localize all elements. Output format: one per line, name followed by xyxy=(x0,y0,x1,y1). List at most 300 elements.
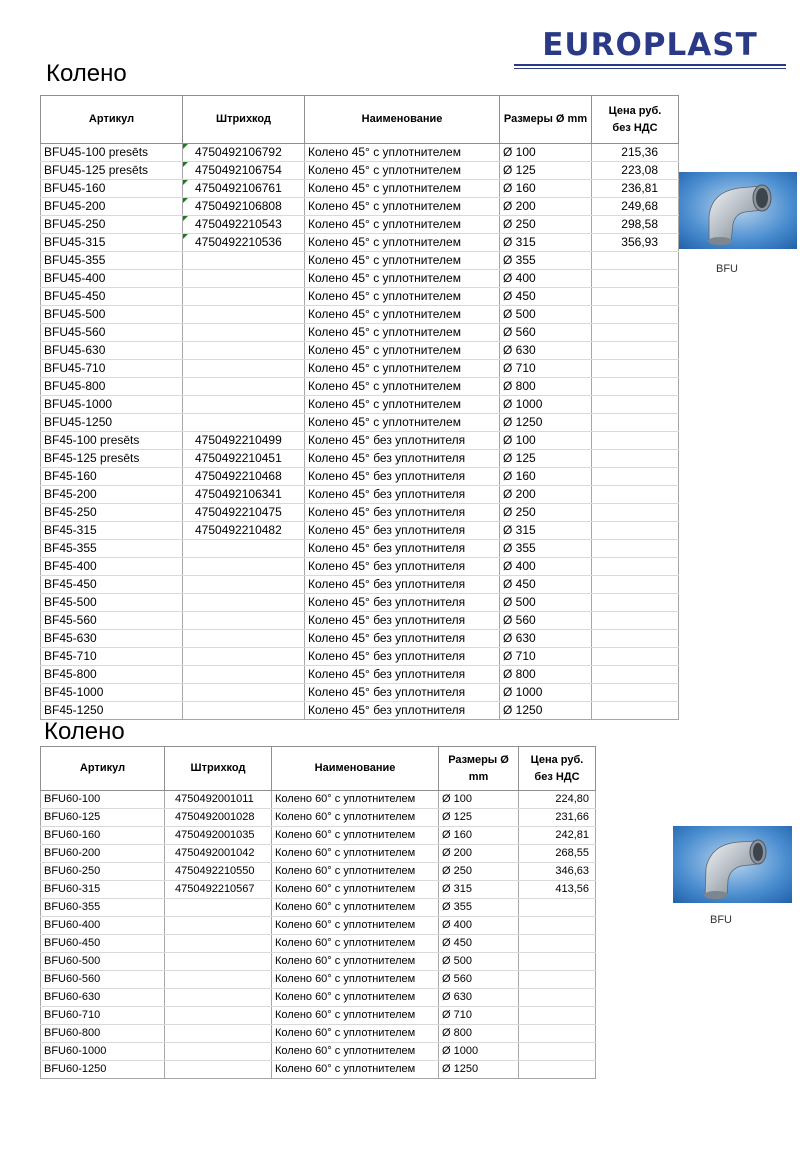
cell-barcode xyxy=(183,414,305,432)
cell-size: Ø 250 xyxy=(500,504,592,522)
cell-size: Ø 800 xyxy=(500,666,592,684)
cell-barcode: 4750492106792 xyxy=(183,144,305,162)
cell-article: BFU45-100 presēts xyxy=(41,144,183,162)
table-row xyxy=(41,540,679,558)
cell-name: Колено 45° с уплотнителем xyxy=(305,378,500,396)
table-row xyxy=(41,432,679,450)
cell-name: Колено 45° без уплотнителя xyxy=(305,450,500,468)
cell-article: BFU60-500 xyxy=(41,953,165,971)
cell-name: Колено 45° без уплотнителя xyxy=(305,666,500,684)
cell-article: BFU45-125 presēts xyxy=(41,162,183,180)
cell-name: Колено 45° без уплотнителя xyxy=(305,468,500,486)
cell-price xyxy=(592,360,679,378)
cell-name: Колено 45° с уплотнителем xyxy=(305,252,500,270)
cell-article: BFU45-355 xyxy=(41,252,183,270)
cell-name: Колено 60° с уплотнителем xyxy=(272,881,439,899)
table-row xyxy=(41,288,679,306)
header-size: Размеры Ø mm xyxy=(500,96,592,144)
cell-article: BF45-630 xyxy=(41,630,183,648)
header-name: Наименование xyxy=(305,96,500,144)
cell-barcode xyxy=(183,270,305,288)
cell-price xyxy=(519,1061,596,1079)
cell-article: BF45-355 xyxy=(41,540,183,558)
table-row xyxy=(41,648,679,666)
header-price-line1: Цена руб. xyxy=(608,104,662,117)
cell-price: 413,56 xyxy=(519,881,596,899)
cell-size: Ø 250 xyxy=(500,216,592,234)
cell-size: Ø 1000 xyxy=(500,684,592,702)
table-row xyxy=(41,216,679,234)
photo-caption-bfu-2: BFU xyxy=(710,914,732,926)
cell-price xyxy=(592,558,679,576)
cell-barcode: 4750492210536 xyxy=(183,234,305,252)
cell-article: BFU60-800 xyxy=(41,1025,165,1043)
table-row xyxy=(41,324,679,342)
table-row xyxy=(41,666,679,684)
cell-article: BF45-1250 xyxy=(41,702,183,720)
cell-price: 346,63 xyxy=(519,863,596,881)
cell-size: Ø 100 xyxy=(500,432,592,450)
cell-price: 268,55 xyxy=(519,845,596,863)
cell-name: Колено 45° без уплотнителя xyxy=(305,558,500,576)
cell-article: BF45-710 xyxy=(41,648,183,666)
cell-size: Ø 630 xyxy=(500,342,592,360)
cell-barcode xyxy=(183,648,305,666)
table-row xyxy=(41,180,679,198)
cell-price: 231,66 xyxy=(519,809,596,827)
cell-name: Колено 45° с уплотнителем xyxy=(305,234,500,252)
cell-name: Колено 60° с уплотнителем xyxy=(272,1007,439,1025)
cell-price xyxy=(592,414,679,432)
cell-name: Колено 60° с уплотнителем xyxy=(272,1061,439,1079)
brand-name: EUROPLAST xyxy=(542,27,758,63)
cell-price xyxy=(592,648,679,666)
table-row xyxy=(41,899,596,917)
table-row xyxy=(41,791,596,809)
cell-name: Колено 45° с уплотнителем xyxy=(305,324,500,342)
cell-price xyxy=(592,450,679,468)
cell-article: BFU60-450 xyxy=(41,935,165,953)
cell-article: BF45-125 presēts xyxy=(41,450,183,468)
table-row xyxy=(41,684,679,702)
cell-barcode xyxy=(165,1061,272,1079)
cell-size: Ø 160 xyxy=(439,827,519,845)
cell-size: Ø 800 xyxy=(500,378,592,396)
table-header-row xyxy=(41,747,596,791)
cell-size: Ø 560 xyxy=(500,324,592,342)
cell-article: BF45-800 xyxy=(41,666,183,684)
cell-price xyxy=(592,684,679,702)
cell-article: BFU60-400 xyxy=(41,917,165,935)
cell-size: Ø 200 xyxy=(439,845,519,863)
cell-name: Колено 60° с уплотнителем xyxy=(272,1043,439,1061)
cell-barcode xyxy=(165,1025,272,1043)
logo-underline-thin xyxy=(514,68,786,69)
cell-price xyxy=(592,342,679,360)
cell-barcode: 4750492106808 xyxy=(183,198,305,216)
cell-size: Ø 355 xyxy=(500,252,592,270)
cell-name: Колено 60° с уплотнителем xyxy=(272,917,439,935)
cell-name: Колено 45° с уплотнителем xyxy=(305,396,500,414)
cell-article: BF45-200 xyxy=(41,486,183,504)
table-row xyxy=(41,630,679,648)
cell-price xyxy=(592,306,679,324)
table-row xyxy=(41,450,679,468)
table-row xyxy=(41,576,679,594)
cell-size: Ø 400 xyxy=(500,558,592,576)
cell-price xyxy=(592,522,679,540)
cell-barcode: 4750492106754 xyxy=(183,162,305,180)
cell-barcode xyxy=(183,378,305,396)
cell-article: BFU45-710 xyxy=(41,360,183,378)
cell-article: BFU45-1000 xyxy=(41,396,183,414)
cell-article: BF45-500 xyxy=(41,594,183,612)
cell-barcode xyxy=(183,252,305,270)
table-row xyxy=(41,270,679,288)
cell-name: Колено 45° с уплотнителем xyxy=(305,216,500,234)
cell-barcode xyxy=(165,917,272,935)
cell-size: Ø 560 xyxy=(500,612,592,630)
header-barcode: Штрихкод xyxy=(183,96,305,144)
cell-article: BFU60-200 xyxy=(41,845,165,863)
cell-barcode xyxy=(183,288,305,306)
logo-underline xyxy=(514,64,786,66)
cell-barcode xyxy=(165,989,272,1007)
cell-size: Ø 100 xyxy=(439,791,519,809)
cell-size: Ø 125 xyxy=(439,809,519,827)
cell-name: Колено 60° с уплотнителем xyxy=(272,809,439,827)
header-size: Размеры Ø mm xyxy=(439,747,519,791)
cell-size: Ø 450 xyxy=(500,576,592,594)
cell-price xyxy=(592,432,679,450)
cell-article: BFU45-500 xyxy=(41,306,183,324)
cell-article: BFU60-100 xyxy=(41,791,165,809)
cell-name: Колено 60° с уплотнителем xyxy=(272,935,439,953)
cell-price xyxy=(519,1007,596,1025)
table-row xyxy=(41,396,679,414)
cell-price xyxy=(592,468,679,486)
cell-barcode: 4750492210550 xyxy=(165,863,272,881)
table-row xyxy=(41,1061,596,1079)
cell-name: Колено 45° с уплотнителем xyxy=(305,288,500,306)
cell-name: Колено 60° с уплотнителем xyxy=(272,971,439,989)
cell-name: Колено 45° без уплотнителя xyxy=(305,630,500,648)
cell-name: Колено 45° без уплотнителя xyxy=(305,504,500,522)
cell-size: Ø 250 xyxy=(439,863,519,881)
cell-price: 249,68 xyxy=(592,198,679,216)
cell-barcode xyxy=(165,899,272,917)
cell-name: Колено 45° с уплотнителем xyxy=(305,306,500,324)
cell-barcode xyxy=(183,702,305,720)
cell-article: BF45-400 xyxy=(41,558,183,576)
cell-size: Ø 100 xyxy=(500,144,592,162)
table-row xyxy=(41,917,596,935)
cell-barcode xyxy=(183,540,305,558)
cell-barcode xyxy=(183,558,305,576)
cell-name: Колено 60° с уплотнителем xyxy=(272,845,439,863)
cell-price xyxy=(519,1043,596,1061)
header-price-line1: Цена руб. xyxy=(530,753,584,766)
cell-price xyxy=(519,971,596,989)
elbow-45-table xyxy=(40,95,679,720)
cell-size: Ø 1000 xyxy=(500,396,592,414)
cell-barcode xyxy=(183,666,305,684)
cell-barcode xyxy=(165,1007,272,1025)
table-row xyxy=(41,486,679,504)
cell-size: Ø 1250 xyxy=(500,702,592,720)
cell-barcode xyxy=(183,306,305,324)
cell-price xyxy=(519,989,596,1007)
cell-size: Ø 1000 xyxy=(439,1043,519,1061)
cell-barcode xyxy=(183,684,305,702)
cell-article: BFU60-250 xyxy=(41,863,165,881)
cell-size: Ø 125 xyxy=(500,162,592,180)
table-row xyxy=(41,558,679,576)
header-name: Наименование xyxy=(272,747,439,791)
table-row xyxy=(41,378,679,396)
table-row xyxy=(41,1025,596,1043)
cell-name: Колено 45° без уплотнителя xyxy=(305,612,500,630)
cell-article: BFU60-1250 xyxy=(41,1061,165,1079)
cell-article: BFU45-560 xyxy=(41,324,183,342)
table-row xyxy=(41,360,679,378)
cell-price: 223,08 xyxy=(592,162,679,180)
cell-price xyxy=(519,917,596,935)
cell-name: Колено 45° без уплотнителя xyxy=(305,522,500,540)
cell-article: BFU45-200 xyxy=(41,198,183,216)
photo-caption-bfu: BFU xyxy=(716,263,738,275)
cell-barcode xyxy=(183,324,305,342)
cell-barcode: 4750492001042 xyxy=(165,845,272,863)
table-row xyxy=(41,971,596,989)
cell-name: Колено 60° с уплотнителем xyxy=(272,863,439,881)
elbow-60-table xyxy=(40,746,596,1079)
header-price xyxy=(519,747,596,791)
cell-barcode xyxy=(183,630,305,648)
cell-price xyxy=(592,576,679,594)
cell-price: 215,36 xyxy=(592,144,679,162)
cell-name: Колено 45° без уплотнителя xyxy=(305,486,500,504)
table-row xyxy=(41,1007,596,1025)
cell-barcode: 4750492210567 xyxy=(165,881,272,899)
table-row xyxy=(41,522,679,540)
cell-name: Колено 60° с уплотнителем xyxy=(272,899,439,917)
cell-article: BF45-450 xyxy=(41,576,183,594)
cell-size: Ø 710 xyxy=(500,360,592,378)
table-row xyxy=(41,845,596,863)
table-row xyxy=(41,612,679,630)
table-header-row xyxy=(41,96,679,144)
cell-price xyxy=(592,612,679,630)
cell-size: Ø 355 xyxy=(500,540,592,558)
cell-price xyxy=(592,396,679,414)
cell-price: 356,93 xyxy=(592,234,679,252)
cell-price xyxy=(592,630,679,648)
cell-barcode: 4750492001035 xyxy=(165,827,272,845)
cell-name: Колено 60° с уплотнителем xyxy=(272,989,439,1007)
cell-article: BFU60-630 xyxy=(41,989,165,1007)
cell-article: BFU45-160 xyxy=(41,180,183,198)
cell-name: Колено 45° без уплотнителя xyxy=(305,594,500,612)
elbow-45-photo xyxy=(679,172,797,249)
cell-article: BFU60-355 xyxy=(41,899,165,917)
cell-article: BF45-315 xyxy=(41,522,183,540)
cell-price xyxy=(519,1025,596,1043)
cell-article: BF45-560 xyxy=(41,612,183,630)
table-row xyxy=(41,702,679,720)
cell-article: BFU45-450 xyxy=(41,288,183,306)
header-price xyxy=(592,96,679,144)
cell-name: Колено 45° с уплотнителем xyxy=(305,414,500,432)
cell-name: Колено 60° с уплотнителем xyxy=(272,791,439,809)
cell-name: Колено 45° без уплотнителя xyxy=(305,648,500,666)
cell-price xyxy=(592,288,679,306)
table-row xyxy=(41,1043,596,1061)
cell-name: Колено 45° без уплотнителя xyxy=(305,684,500,702)
cell-price xyxy=(519,935,596,953)
cell-size: Ø 500 xyxy=(439,953,519,971)
cell-price: 236,81 xyxy=(592,180,679,198)
cell-size: Ø 315 xyxy=(439,881,519,899)
table-row xyxy=(41,504,679,522)
table-row xyxy=(41,252,679,270)
cell-barcode: 4750492106761 xyxy=(183,180,305,198)
cell-size: Ø 630 xyxy=(439,989,519,1007)
cell-price xyxy=(592,540,679,558)
cell-barcode xyxy=(165,971,272,989)
cell-size: Ø 450 xyxy=(439,935,519,953)
cell-size: Ø 630 xyxy=(500,630,592,648)
header-price-line2: без НДС xyxy=(612,121,658,134)
table-row xyxy=(41,989,596,1007)
cell-price xyxy=(592,504,679,522)
cell-size: Ø 1250 xyxy=(439,1061,519,1079)
table-row xyxy=(41,414,679,432)
table-row xyxy=(41,827,596,845)
table-row xyxy=(41,468,679,486)
cell-name: Колено 45° с уплотнителем xyxy=(305,198,500,216)
cell-barcode xyxy=(165,935,272,953)
cell-name: Колено 45° без уплотнителя xyxy=(305,576,500,594)
table-row xyxy=(41,935,596,953)
cell-price xyxy=(519,953,596,971)
cell-size: Ø 200 xyxy=(500,486,592,504)
cell-size: Ø 710 xyxy=(439,1007,519,1025)
cell-barcode xyxy=(165,953,272,971)
header-article: Артикул xyxy=(41,96,183,144)
cell-article: BFU60-560 xyxy=(41,971,165,989)
cell-size: Ø 160 xyxy=(500,468,592,486)
cell-article: BFU60-1000 xyxy=(41,1043,165,1061)
cell-size: Ø 450 xyxy=(500,288,592,306)
cell-name: Колено 45° без уплотнителя xyxy=(305,540,500,558)
cell-size: Ø 160 xyxy=(500,180,592,198)
cell-price xyxy=(592,594,679,612)
cell-name: Колено 60° с уплотнителем xyxy=(272,827,439,845)
cell-name: Колено 45° с уплотнителем xyxy=(305,180,500,198)
cell-barcode xyxy=(183,342,305,360)
cell-article: BFU60-710 xyxy=(41,1007,165,1025)
cell-article: BFU45-250 xyxy=(41,216,183,234)
cell-barcode: 4750492106341 xyxy=(183,486,305,504)
cell-price: 224,80 xyxy=(519,791,596,809)
cell-size: Ø 710 xyxy=(500,648,592,666)
table-row xyxy=(41,953,596,971)
cell-barcode xyxy=(183,612,305,630)
header-barcode: Штрихкод xyxy=(165,747,272,791)
cell-name: Колено 45° с уплотнителем xyxy=(305,144,500,162)
cell-size: Ø 500 xyxy=(500,306,592,324)
cell-price xyxy=(592,378,679,396)
table-row xyxy=(41,306,679,324)
cell-name: Колено 45° с уплотнителем xyxy=(305,360,500,378)
cell-barcode: 4750492210468 xyxy=(183,468,305,486)
cell-name: Колено 45° без уплотнителя xyxy=(305,432,500,450)
cell-barcode: 4750492001011 xyxy=(165,791,272,809)
table-row xyxy=(41,594,679,612)
cell-article: BFU60-315 xyxy=(41,881,165,899)
cell-size: Ø 500 xyxy=(500,594,592,612)
cell-name: Колено 60° с уплотнителем xyxy=(272,1025,439,1043)
cell-size: Ø 315 xyxy=(500,522,592,540)
cell-size: Ø 200 xyxy=(500,198,592,216)
cell-size: Ø 560 xyxy=(439,971,519,989)
table-row xyxy=(41,144,679,162)
cell-size: Ø 315 xyxy=(500,234,592,252)
cell-article: BFU60-160 xyxy=(41,827,165,845)
cell-barcode: 4750492210499 xyxy=(183,432,305,450)
cell-price xyxy=(592,702,679,720)
cell-barcode: 4750492210451 xyxy=(183,450,305,468)
cell-barcode xyxy=(183,576,305,594)
cell-article: BFU45-315 xyxy=(41,234,183,252)
table-row xyxy=(41,198,679,216)
cell-article: BFU45-630 xyxy=(41,342,183,360)
cell-size: Ø 400 xyxy=(439,917,519,935)
cell-article: BFU45-1250 xyxy=(41,414,183,432)
cell-barcode xyxy=(165,1043,272,1061)
table-row xyxy=(41,234,679,252)
table-row xyxy=(41,881,596,899)
table-row xyxy=(41,809,596,827)
header-article: Артикул xyxy=(41,747,165,791)
cell-price xyxy=(592,252,679,270)
cell-article: BFU45-800 xyxy=(41,378,183,396)
cell-article: BFU45-400 xyxy=(41,270,183,288)
cell-barcode: 4750492001028 xyxy=(165,809,272,827)
europlast-logo xyxy=(514,28,786,70)
cell-barcode: 4750492210475 xyxy=(183,504,305,522)
cell-name: Колено 45° с уплотнителем xyxy=(305,270,500,288)
cell-name: Колено 45° с уплотнителем xyxy=(305,342,500,360)
cell-barcode xyxy=(183,396,305,414)
cell-barcode xyxy=(183,360,305,378)
cell-name: Колено 60° с уплотнителем xyxy=(272,953,439,971)
cell-price xyxy=(519,899,596,917)
header-price-line2: без НДС xyxy=(534,770,580,783)
cell-price xyxy=(592,666,679,684)
cell-barcode xyxy=(183,594,305,612)
cell-article: BF45-100 presēts xyxy=(41,432,183,450)
cell-barcode: 4750492210482 xyxy=(183,522,305,540)
cell-article: BF45-1000 xyxy=(41,684,183,702)
cell-name: Колено 45° с уплотнителем xyxy=(305,162,500,180)
cell-name: Колено 45° без уплотнителя xyxy=(305,702,500,720)
section-60-title: Колено xyxy=(44,718,125,745)
cell-barcode: 4750492210543 xyxy=(183,216,305,234)
cell-size: Ø 125 xyxy=(500,450,592,468)
cell-price xyxy=(592,270,679,288)
